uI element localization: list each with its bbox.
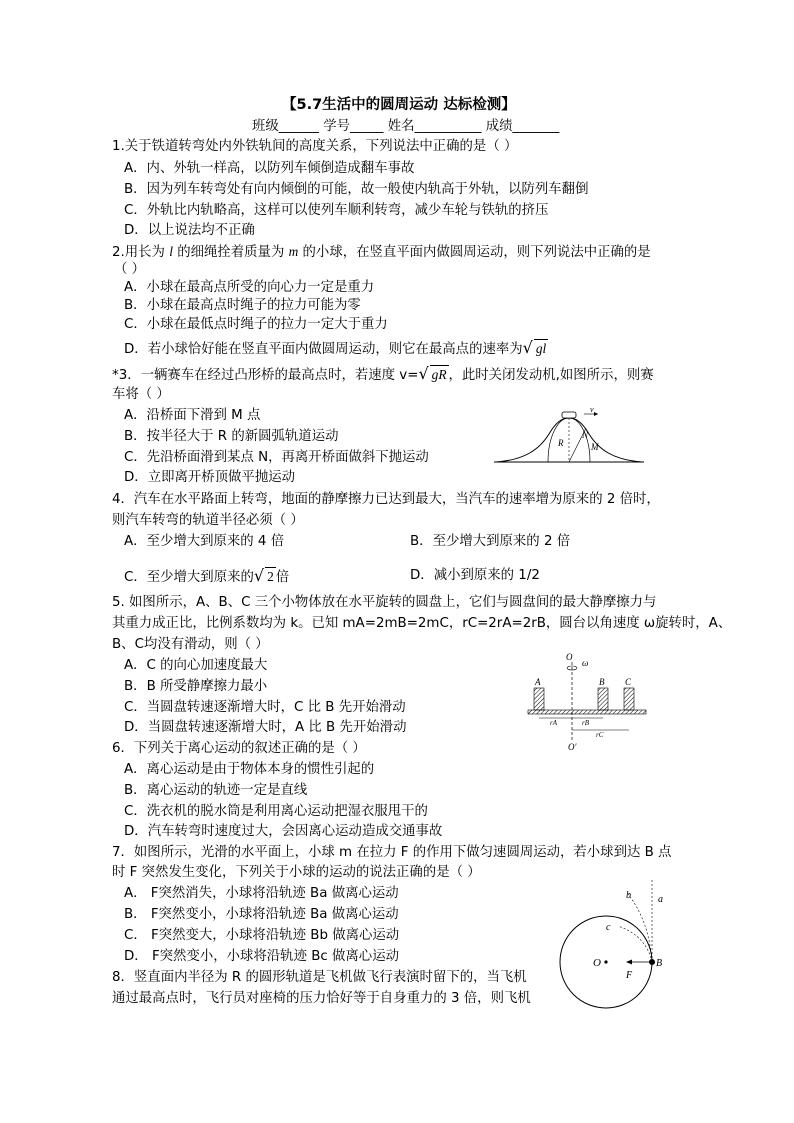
q1-option-c: C．外轨比内轨略高，这样可以使列车顺利转弯，减少车轮与铁轨的挤压 <box>124 203 549 218</box>
block-c <box>624 688 634 710</box>
svg-text:N: N <box>582 430 589 440</box>
q6-option-a: A．离心运动是由于物体本身的惯性引起的 <box>124 762 375 777</box>
q3-option-a: A．沿桥面下滑到 M 点 <box>124 408 261 423</box>
q8-stem: 8．竖直面内半径为 R 的圆形轨道是飞机做飞行表演时留下的，当飞机 <box>112 970 527 985</box>
page-title: 【5.7生活中的圆周运动 达标检测】 <box>282 97 516 113</box>
svg-text:B: B <box>599 677 605 687</box>
svg-text:rC: rC <box>596 731 604 739</box>
q5-stem-cont: 其重力成正比，比例系数均为 k。已知 mA=2mB=2mC，rC=2rA=2rB，圆台以角速度 ω旋转时，A、 <box>112 616 732 631</box>
sqrt-gR: √ gR <box>418 364 447 383</box>
q1-option-b: B．因为列车转弯处有向内倾倒的可能，故一般使内轨高于外轨，以防列车翻倒 <box>124 182 589 197</box>
q7-option-b: B． F突然变小，小球将沿轨迹 Ba 做离心运动 <box>124 907 399 922</box>
ball-icon <box>649 959 655 965</box>
bridge-figure <box>494 405 644 464</box>
q4-option-a: A．至少增大到原来的 4 倍 <box>124 534 285 549</box>
svg-text:A: A <box>535 677 541 687</box>
q4-option-d: D．减小到原来的 1/2 <box>410 568 540 583</box>
q5-option-b: B．B 所受静摩擦力最小 <box>124 679 268 694</box>
q4-stem: 4．汽车在水平路面上转弯，地面的静摩擦力已达到最大，当汽车的速率增为原来的 2 倍时， <box>112 492 660 507</box>
svg-text:ω: ω <box>582 658 589 668</box>
q7-option-c: C． F突然变大，小球将沿轨迹 Bb 做离心运动 <box>124 928 400 943</box>
circle-motion-figure <box>566 880 682 1010</box>
svg-text:M: M <box>591 442 599 452</box>
svg-text:O: O <box>593 957 601 969</box>
svg-text:rA: rA <box>550 719 557 727</box>
q2-option-b: B．小球在最高点时绳子的拉力可能为零 <box>124 298 361 313</box>
svg-text:a: a <box>658 894 663 905</box>
q3-option-d: D．立即离开桥顶做平抛运动 <box>124 470 295 485</box>
q5-option-c: C．当圆盘转速逐渐增大时，C 比 B 先开始滑动 <box>124 700 406 715</box>
q5-option-a: A．C 的向心加速度最大 <box>124 658 268 673</box>
svg-text:rB: rB <box>582 719 589 727</box>
q4-option-b: B．至少增大到原来的 2 倍 <box>410 534 571 549</box>
q2-stem: 2.用长为 l 的细绳拴着质量为 m 的小球，在竖直平面内做圆周运动，则下列说法中正确的是 <box>112 244 651 260</box>
q1-stem: 1.关于铁道转弯处内外铁轨间的高度关系，下列说法中正确的是（ ） <box>112 139 518 154</box>
disc-figure <box>528 650 646 752</box>
block-b <box>598 688 608 710</box>
q3-stem: *3．一辆赛车在经过凸形桥的最高点时，若速度 v=√ gR ，此时关闭发动机,如图所示，则赛 <box>112 364 654 383</box>
svg-text:c: c <box>606 922 611 933</box>
q6-option-c: C．洗衣机的脱水筒是利用离心运动把湿衣服甩干的 <box>124 804 428 819</box>
block-a <box>534 688 544 710</box>
sqrt-2: √ 2 <box>253 566 274 585</box>
q3-option-b: B．按半径大于 R 的新圆弧轨道运动 <box>124 429 339 444</box>
svg-text:v: v <box>590 405 594 414</box>
q3-stem-cont: 车将（ ） <box>112 387 170 402</box>
q2-option-c: C．小球在最低点时绳子的拉力一定大于重力 <box>124 317 388 332</box>
q3-option-c: C．先沿桥面滑到某点 N，再离开桥面做斜下抛运动 <box>124 450 429 465</box>
q4-option-c: C．至少增大到原来的√ 2 倍 <box>124 566 290 585</box>
svg-text:b: b <box>626 890 631 901</box>
race-car-icon <box>562 412 576 418</box>
q7-stem-cont: 时 F 突然发生变化，下列关于小球的运动的说法正确的是（ ） <box>112 865 481 880</box>
q2-var-l: l <box>169 244 173 259</box>
svg-text:B: B <box>656 958 663 969</box>
q5-option-d: D．当圆盘转速逐渐增大时，A 比 B 先开始滑动 <box>124 720 407 735</box>
q7-option-a: A． F突然消失，小球将沿轨迹 Ba 做离心运动 <box>124 886 399 901</box>
q2-option-a: A．小球在最高点所受的向心力一定是重力 <box>124 280 375 295</box>
svg-text:O′: O′ <box>568 742 577 752</box>
q1-option-a: A．内、外轨一样高，以防列车倾倒造成翻车事故 <box>124 161 415 176</box>
q4-stem-cont: 则汽车转弯的轨道半径必须（ ） <box>112 513 304 528</box>
sqrt-gl: √ gl <box>522 338 547 357</box>
svg-text:F: F <box>626 970 633 981</box>
q2-option-d: D．若小球恰好能在竖直平面内做圆周运动，则它在最高点的速率为√ gl <box>124 338 547 357</box>
q5-stem: 5. 如图所示，A、B、C 三个小物体放在水平旋转的圆盘上，它们与圆盘间的最大静摩擦力与 <box>112 595 657 610</box>
q2-answer-paren: （ ） <box>114 262 146 277</box>
q5-stem-cont2: B、C均没有滑动，则（ ） <box>112 637 269 652</box>
q7-option-d: D． F突然变小，小球将沿轨迹 Bc 做离心运动 <box>124 949 399 964</box>
svg-text:C: C <box>625 677 632 687</box>
q6-option-d: D．汽车转弯时速度过大，会因离心运动造成交通事故 <box>124 824 443 839</box>
student-info-line: 班级______ 学号_____ 姓名__________ 成绩_______ <box>252 119 560 134</box>
q6-option-b: B．离心运动的轨迹一定是直线 <box>124 783 308 798</box>
q2-var-m: m <box>288 244 299 259</box>
q6-stem: 6．下列关于离心运动的叙述正确的是（ ） <box>112 741 366 756</box>
svg-text:R: R <box>558 438 564 448</box>
q7-stem: 7．如图所示，光滑的水平面上，小球 m 在拉力 F 的作用下做匀速圆周运动，若小球到达 B 点 <box>112 845 672 860</box>
q8-stem-cont: 通过最高点时，飞行员对座椅的压力恰好等于自身重力的 3 倍，则飞机 <box>112 991 531 1006</box>
svg-text:O: O <box>566 652 573 662</box>
q1-option-d: D．以上说法均不正确 <box>124 223 255 238</box>
